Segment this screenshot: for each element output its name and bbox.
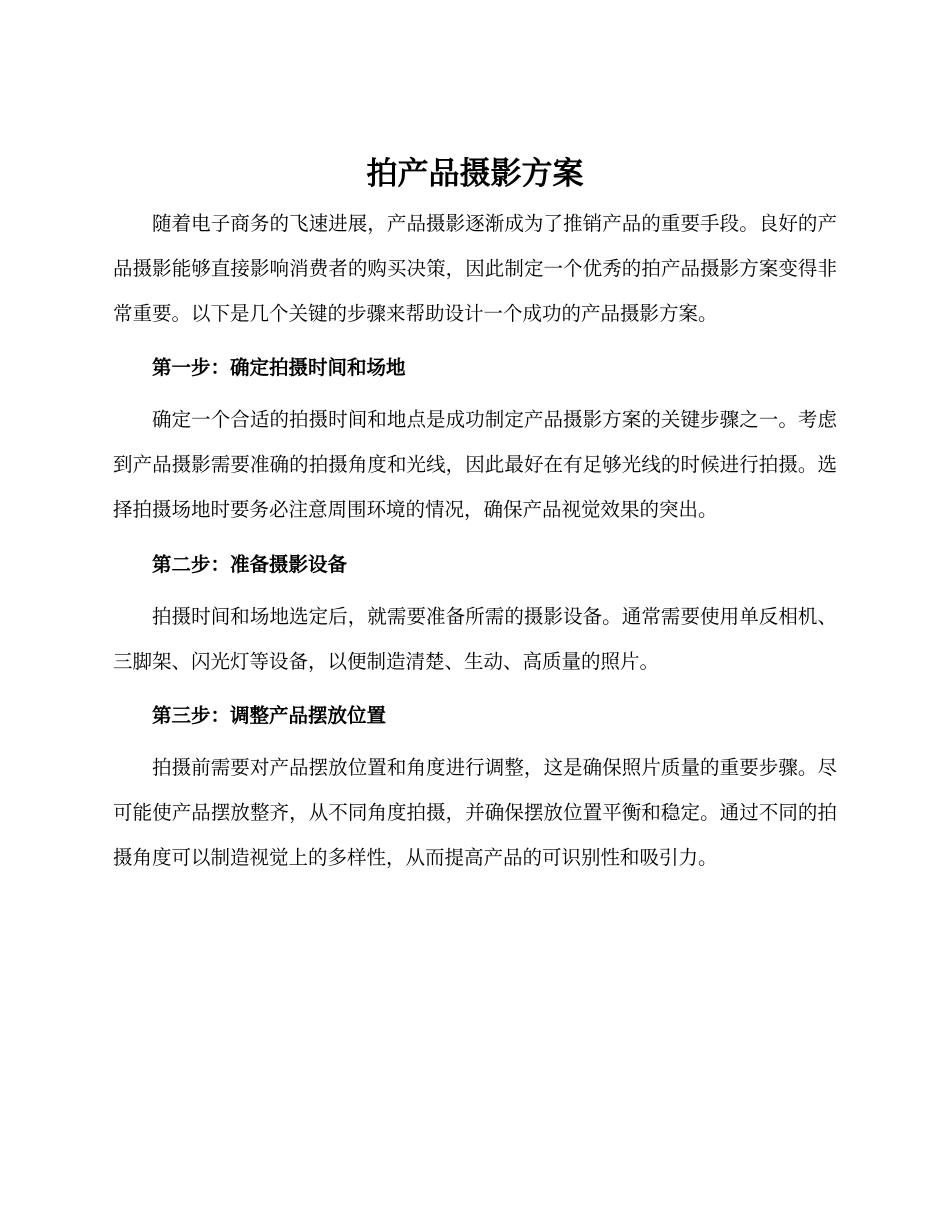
section-paragraph: 拍摄时间和场地选定后，就需要准备所需的摄影设备。通常需要使用单反相机、三脚架、闪光灯等设备，以便制造清楚、生动、高质量的照片。 bbox=[113, 604, 837, 673]
section-heading: 第二步：准备摄影设备 bbox=[152, 552, 348, 576]
document-title: 拍产品摄影方案 bbox=[366, 156, 584, 192]
section-heading: 第三步：调整产品摆放位置 bbox=[152, 704, 387, 728]
section-paragraph: 拍摄前需要对产品摆放位置和角度进行调整，这是确保照片质量的重要步骤。尽可能使产品摆放整齐，从不同角度拍摄，并确保摆放位置平衡和稳定。通过不同的拍摄角度可以制造视觉上的多样性，从而提高产品的可识别性和吸引力。 bbox=[113, 756, 837, 869]
section-paragraph: 确定一个合适的拍摄时间和地点是成功制定产品摄影方案的关键步骤之一。考虑到产品摄影需要准确的拍摄角度和光线，因此最好在有足够光线的时候进行拍摄。选择拍摄场地时要务必注意周围环境的情况，确保产品视觉效果的突出。 bbox=[113, 408, 837, 521]
section-heading: 第一步：确定拍摄时间和场地 bbox=[152, 356, 406, 380]
section-3 bbox=[113, 694, 837, 880]
section-2 bbox=[113, 543, 837, 685]
section-1 bbox=[113, 346, 837, 532]
intro-paragraph: 随着电子商务的飞速进展，产品摄影逐渐成为了推销产品的重要手段。良好的产品摄影能够直接影响消费者的购买决策，因此制定一个优秀的拍产品摄影方案变得非常重要。以下是几个关键的步骤来帮助设计一个成功的产品摄影方案。 bbox=[113, 212, 837, 325]
document-page bbox=[113, 146, 837, 881]
